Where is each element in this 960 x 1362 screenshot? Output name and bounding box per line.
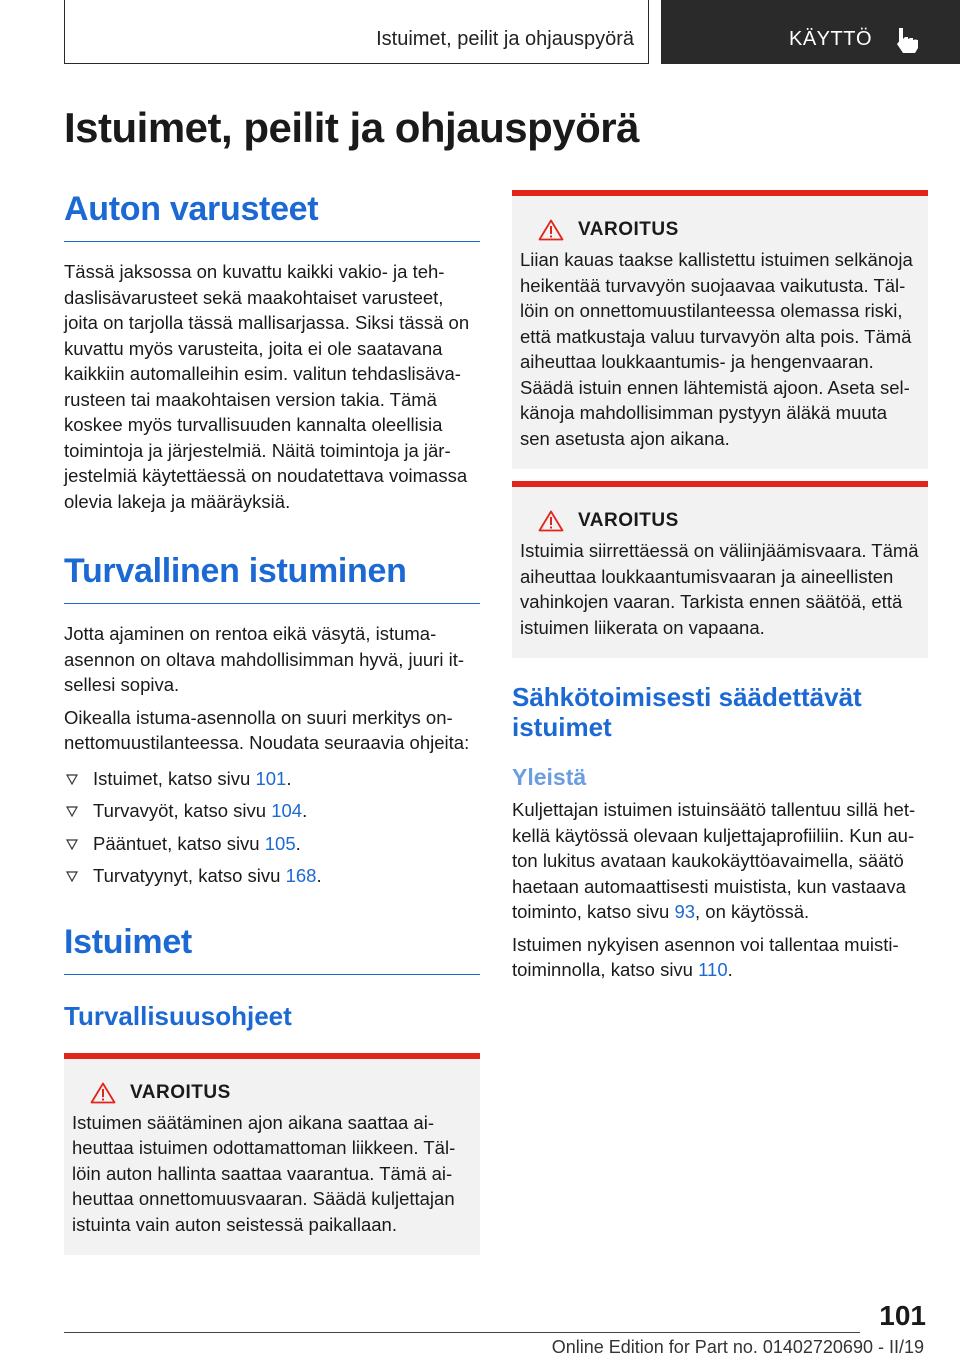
- header-chapter-box: [64, 0, 649, 64]
- section-heading-equipment: Auton varusteet: [64, 190, 480, 242]
- warning-triangle-icon: [90, 1082, 116, 1104]
- instruction-list: [64, 766, 480, 889]
- page-link[interactable]: 168: [285, 865, 317, 886]
- warning-text: Istuimen säätäminen ajon aikana saattaa aiheuttaa istuimen odottamattoman liikkeen. Tällöin auton hallinta saattaa vaarantua. Tämä aiheuttaa onnettomuusvaaran. Säädä kuljettajan istuinta vain auton seistessä paikallaan.: [72, 1111, 456, 1235]
- safe-sitting-paragraph-1: Jotta ajaminen on rentoa eikä väsytä, istuma-asennon on oltava mahdollisimman hyvä, juuri itsellesi sopiva.: [64, 623, 465, 695]
- warning-title: VAROITUS: [578, 219, 679, 240]
- warning-title: VAROITUS: [578, 510, 679, 531]
- warning-box: [512, 481, 928, 658]
- section-heading-safe-sitting: Turvallinen istuminen: [64, 552, 480, 604]
- triangle-bullet-icon: [66, 838, 78, 850]
- minor-heading-general: Yleistä: [512, 764, 587, 790]
- warning-triangle-icon: [538, 219, 564, 241]
- footer-edition: Online Edition for Part no. 01402720690 - II/19: [551, 1337, 924, 1357]
- page-link[interactable]: 93: [674, 901, 696, 922]
- warning-text: Istuimia siirrettäessä on väliinjäämisvaara. Tämä aiheuttaa loukkaantumisvaaran ja aineellisten vahinkojen vaaran. Tarkista ennen säätöä, että istuimen liikerata on vapaana.: [520, 540, 919, 638]
- equipment-paragraph: Tässä jaksossa on kuvattu kaikki vakio- ja tehdaslisävarusteet sekä maakohtaiset varusteet, joita on tarjolla tässä mallisarjassa. Siksi tässä on kuvattu myös varusteita, joita ei ole saatavana kaikkiin automalleihin esim. valitun tehdaslisävarusteen tai maakohtaisen version takia. Tämä koskee myös turvallisuuden kannalta oleellisia toimintoja ja järjestelmiä. Näitä toimintoja ja järjestelmiä käytettäessä on noudatettava voimassa olevia lakeja ja määräyksiä.: [64, 261, 470, 512]
- warning-box: [64, 1053, 480, 1256]
- page-title: Istuimet, peilit ja ohjauspyörä: [64, 104, 639, 151]
- list-item: Pääntuet, katso sivu 105.: [64, 831, 480, 857]
- triangle-bullet-icon: [66, 805, 78, 817]
- page-link[interactable]: 104: [271, 800, 303, 821]
- general-paragraph-1: Kuljettajan istuimen istuinsäätö tallentuu sillä hetkellä käytössä olevaan kuljettajaprofiiliin. Kun auton lukitus avataan kaukokäyttöavaimella, säätö haetaan automaattisesti muistista, kun vastaava toiminto, katso sivu 93, on käytössä.: [512, 799, 916, 922]
- list-item: Turvavyöt, katso sivu 104.: [64, 798, 480, 824]
- section-heading-seats: Istuimet: [64, 923, 480, 975]
- page-link[interactable]: 105: [264, 832, 296, 854]
- footer-divider: [64, 1332, 860, 1333]
- left-column: [64, 190, 480, 1255]
- list-item: Istuimet, katso sivu 101.: [64, 766, 480, 792]
- right-column: [512, 190, 928, 983]
- warning-title: VAROITUS: [130, 1081, 231, 1103]
- subheading-electric-seats: Sähkötoimisesti säädettävät istuimet: [512, 682, 862, 742]
- warning-triangle-icon: [538, 510, 564, 532]
- warning-text: Liian kauas taakse kallistettu istuimen selkänoja heikentää turvavyön suojaavaa vaikutusta. Tällöin on onnettomuustilanteessa olemassa riski, että matkustaja valuu turvavyön alta pois. Tämä aiheuttaa loukkaantumis- ja hengenvaaran. Säädä istuin ennen lähtemistä ajoon. Aseta selkänoja mahdollisimman pystyyn äläkä muuta sen asetusta ajon aikana.: [520, 249, 913, 449]
- safe-sitting-paragraph-2: Oikealla istuma-asennolla on suuri merkitys onnettomuustilanteessa. Noudata seuraavia ohjeita:: [64, 706, 470, 753]
- header-section-tab[interactable]: [661, 0, 960, 64]
- page-link[interactable]: 101: [255, 767, 287, 789]
- warning-box: [512, 190, 928, 469]
- header-section-label: KÄYTTÖ: [788, 28, 872, 50]
- triangle-bullet-icon: [66, 870, 78, 882]
- warning-header: [520, 510, 920, 532]
- subheading-safety: Turvallisuusohjeet: [64, 1000, 292, 1031]
- header-chapter-title: Istuimet, peilit ja ohjauspyörä: [376, 28, 634, 50]
- list-item: Turvatyynyt, katso sivu 168.: [64, 863, 480, 889]
- general-paragraph-2: Istuimen nykyisen asennon voi tallentaa muistitoiminnolla, katso sivu 110.: [512, 933, 899, 980]
- pointing-hand-icon: [894, 26, 920, 54]
- triangle-bullet-icon: [66, 773, 78, 785]
- page-link[interactable]: 110: [698, 959, 728, 980]
- warning-header: [72, 1082, 472, 1104]
- warning-header: [520, 219, 920, 241]
- page-number: 101: [879, 1300, 926, 1331]
